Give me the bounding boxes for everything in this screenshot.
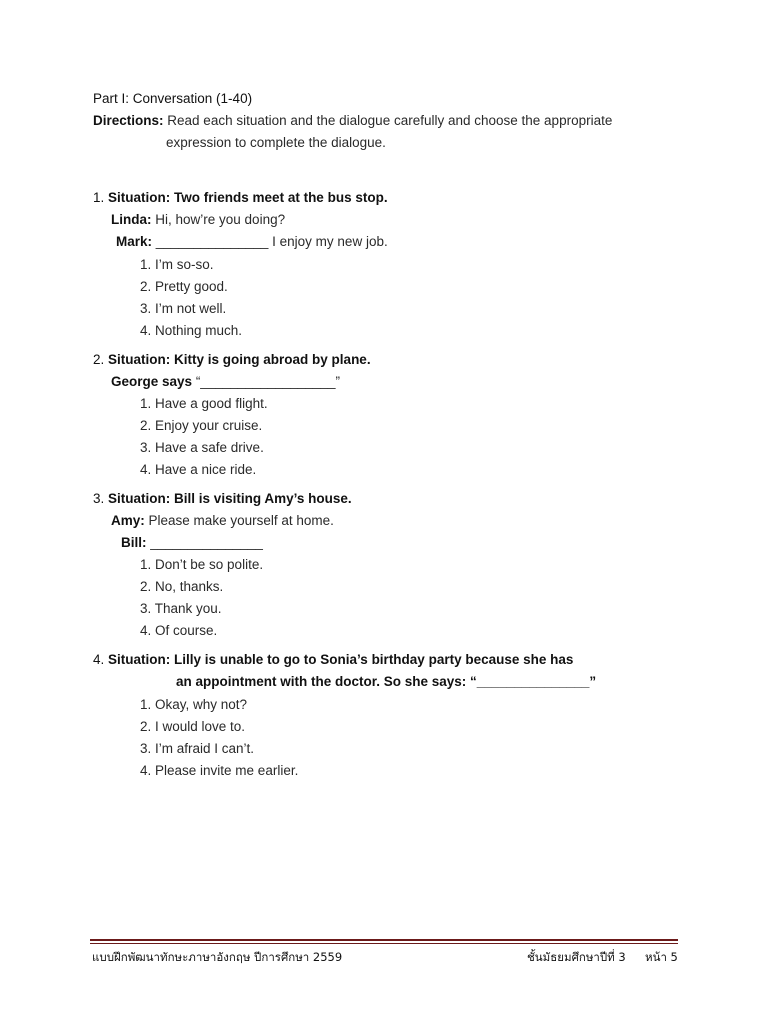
option: 3. I’m afraid I can’t. [140, 741, 255, 756]
speaker: Amy: [111, 513, 145, 528]
question-1-situation [93, 189, 388, 207]
question-2-situation [93, 351, 371, 369]
situation-label: Situation: [108, 352, 171, 367]
option: 1. Don’t be so polite. [140, 557, 264, 572]
option: 3. I’m not well. [140, 301, 227, 316]
question-number: 3. [93, 491, 105, 506]
directions-text-1: Read each situation and the dialogue carefully and choose the appropriate [167, 113, 613, 128]
option: 3. Thank you. [140, 601, 222, 616]
part-title [93, 90, 252, 108]
utterance: Hi, how’re you doing? [155, 212, 286, 227]
dialogue-line [111, 512, 334, 530]
question-number: 1. [93, 190, 105, 205]
speaker: Mark: [116, 234, 153, 249]
utterance: _______________ [150, 535, 263, 550]
option: 2. I would love to. [140, 719, 246, 734]
utterance: “__________________” [195, 374, 340, 389]
speaker: George says [111, 374, 193, 389]
option: 2. Enjoy your cruise. [140, 418, 263, 433]
dialogue-line [111, 373, 340, 391]
dialogue-line [116, 233, 388, 251]
utterance: Please make yourself at home. [148, 513, 334, 528]
directions-label: Directions: [93, 113, 164, 128]
dialogue-line [111, 211, 285, 229]
question-number: 2. [93, 352, 105, 367]
option: 2. Pretty good. [140, 279, 228, 294]
option: 4. Please invite me earlier. [140, 763, 299, 778]
footer-page-number: หน้า 5 [645, 950, 678, 964]
dialogue-line [121, 534, 263, 552]
footer-left: แบบฝึกพัฒนาทักษะภาษาอังกฤษ ปีการศึกษา 2559 [92, 950, 343, 964]
situation-text: Lilly is unable to go to Sonia’s birthday party because she has [174, 652, 574, 667]
situation-text: Kitty is going abroad by plane. [174, 352, 371, 367]
footer-grade: ชั้นมัธยมศึกษาปีที่ 3 [527, 950, 626, 964]
question-number: 4. [93, 652, 105, 667]
option: 4. Of course. [140, 623, 218, 638]
option: 1. Okay, why not? [140, 697, 248, 712]
directions-line-2: expression to complete the dialogue. [166, 135, 386, 150]
directions-line-1 [93, 112, 612, 130]
speaker: Bill: [121, 535, 147, 550]
footer-rule-thin [90, 943, 678, 944]
situation-label: Situation: [108, 491, 171, 506]
utterance: _______________ I enjoy my new job. [155, 234, 388, 249]
question-4-situation [93, 651, 573, 669]
situation-text: Two friends meet at the bus stop. [174, 190, 388, 205]
option: 3. Have a safe drive. [140, 440, 264, 455]
situation-text: Bill is visiting Amy’s house. [174, 491, 352, 506]
option: 1. I’m so-so. [140, 257, 214, 272]
speaker: Linda: [111, 212, 152, 227]
option: 4. Have a nice ride. [140, 462, 257, 477]
situation-label: Situation: [108, 652, 171, 667]
option: 4. Nothing much. [140, 323, 243, 338]
situation-label: Situation: [108, 190, 171, 205]
option: 2. No, thanks. [140, 579, 224, 594]
part-title-text: Part I: Conversation (1-40) [93, 91, 253, 106]
question-3-situation [93, 490, 352, 508]
situation-text-continued: an appointment with the doctor. So she says: “_______________” [176, 674, 597, 689]
option: 1. Have a good flight. [140, 396, 268, 411]
footer-rule [90, 939, 678, 941]
